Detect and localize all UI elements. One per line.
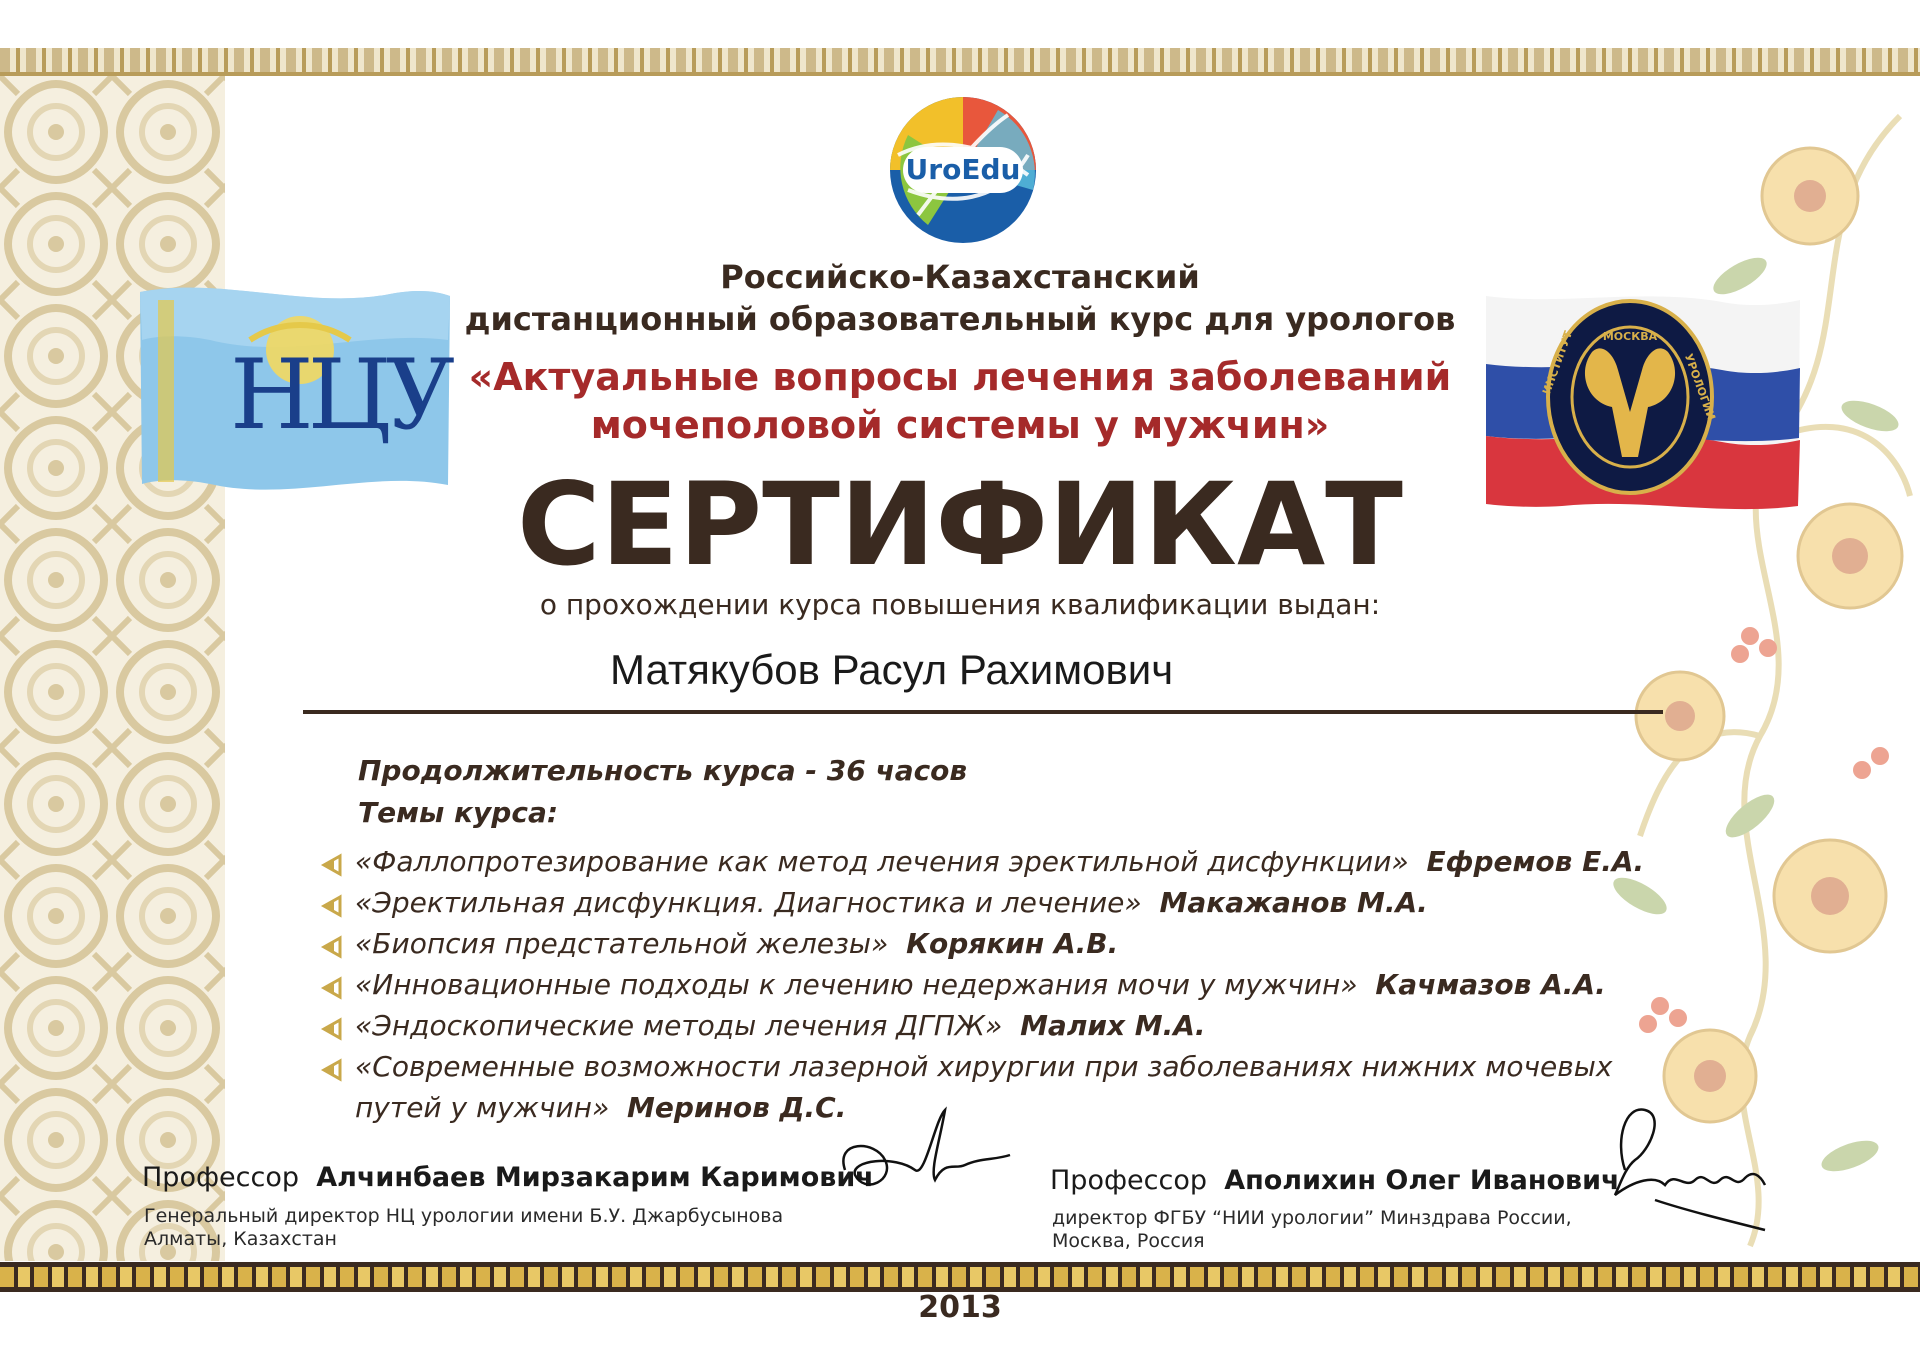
- right-floral-panel: [1600, 76, 1920, 1261]
- uroedu-logo-text: UroEdu: [905, 153, 1021, 186]
- certificate-subtitle: о прохождении курса повышения квалификации выдан:: [539, 588, 1381, 621]
- topic-bullet-icon: [318, 893, 344, 919]
- course-title-line1: «Актуальные вопросы лечения заболеваний: [468, 355, 1452, 399]
- recipient-name: Матякубов Расул Рахимович: [610, 646, 1174, 693]
- topic-bullet-icon: [318, 852, 344, 878]
- signature-2-icon: [1595, 1100, 1775, 1235]
- topic-title: «Биопсия предстательной железы»: [355, 927, 889, 960]
- certificate-year: 2013: [918, 1290, 1002, 1325]
- header-line2: дистанционный образовательный курс для урологов: [464, 300, 1456, 338]
- header-line1: Российско-Казахстанский: [720, 258, 1200, 296]
- certificate-title: СЕРТИФИКАТ: [517, 458, 1403, 591]
- signer-2-role-line2: Москва, Россия: [1052, 1230, 1205, 1252]
- topic-item: [355, 968, 1606, 1001]
- topic-author: Корякин А.В.: [906, 927, 1119, 960]
- topic-item: [355, 1009, 1206, 1042]
- left-ornament-panel: [0, 76, 225, 1261]
- bottom-ornament-border: [0, 1267, 1920, 1287]
- signer-1-name: Алчинбаев Мирзакарим Каримович: [316, 1162, 874, 1193]
- topic-title: «Инновационные подходы к лечению недержания мочи у мужчин»: [355, 968, 1358, 1001]
- course-title-line2: мочеполовой системы у мужчин»: [590, 403, 1330, 447]
- topic-title: «Эндоскопические методы лечения ДГПЖ»: [355, 1009, 1003, 1042]
- signer-2-name: Аполихин Олег Иванович: [1224, 1165, 1620, 1196]
- right-flag-text-top: МОСКВА: [1602, 330, 1658, 343]
- uroedu-logo: [888, 95, 1038, 245]
- topic-author: Макажанов М.А.: [1159, 886, 1428, 919]
- signer-1-title: [142, 1162, 874, 1193]
- course-duration: Продолжительность курса - 36 часов: [358, 754, 968, 787]
- signer-1-prefix: Профессор: [142, 1162, 300, 1193]
- topic-title: «Фаллопротезирование как метод лечения эректильной дисфункции»: [355, 845, 1409, 878]
- signer-2-prefix: Профессор: [1050, 1165, 1208, 1196]
- topic-item: [355, 1050, 1612, 1083]
- topic-item: [355, 845, 1644, 878]
- signer-1-role-line2: Алматы, Казахстан: [144, 1228, 337, 1250]
- topic-author: Малих М.А.: [1020, 1009, 1206, 1042]
- topic-bullet-icon: [318, 975, 344, 1001]
- signer-2-title: [1050, 1165, 1620, 1196]
- right-flag-text-left: ИНСТИТУТ: [1540, 329, 1576, 397]
- signer-2-role-line1: директор ФГБУ “НИИ урологии” Минздрава России,: [1052, 1207, 1572, 1229]
- topic-author: Меринов Д.С.: [627, 1091, 847, 1124]
- right-flag-text-right: УРОЛОГИИ: [1681, 352, 1718, 423]
- signer-1-role-line1: Генеральный директор НЦ урологии имени Б.У. Джарбусынова: [144, 1205, 784, 1227]
- topic-item: [355, 886, 1428, 919]
- top-ornament-border: [0, 48, 1920, 72]
- recipient-underline: [303, 710, 1663, 714]
- signature-1-icon: [835, 1100, 1015, 1200]
- topic-item-continuation: [355, 1091, 846, 1124]
- topic-author: Ефремов Е.А.: [1426, 845, 1645, 878]
- topic-item: [355, 927, 1118, 960]
- topic-title: «Эректильная дисфункция. Диагностика и лечение»: [355, 886, 1142, 919]
- topic-bullet-icon: [318, 934, 344, 960]
- topic-title: «Современные возможности лазерной хирургии при заболеваниях нижних мочевых: [355, 1050, 1613, 1083]
- left-flag-text: НЦУ: [230, 339, 449, 451]
- topic-bullet-icon: [318, 1057, 344, 1083]
- topic-bullet-icon: [318, 1016, 344, 1042]
- topic-author: Качмазов А.А.: [1375, 968, 1606, 1001]
- topic-title-continuation: путей у мужчин»: [355, 1091, 610, 1124]
- topics-heading: Темы курса:: [358, 796, 559, 829]
